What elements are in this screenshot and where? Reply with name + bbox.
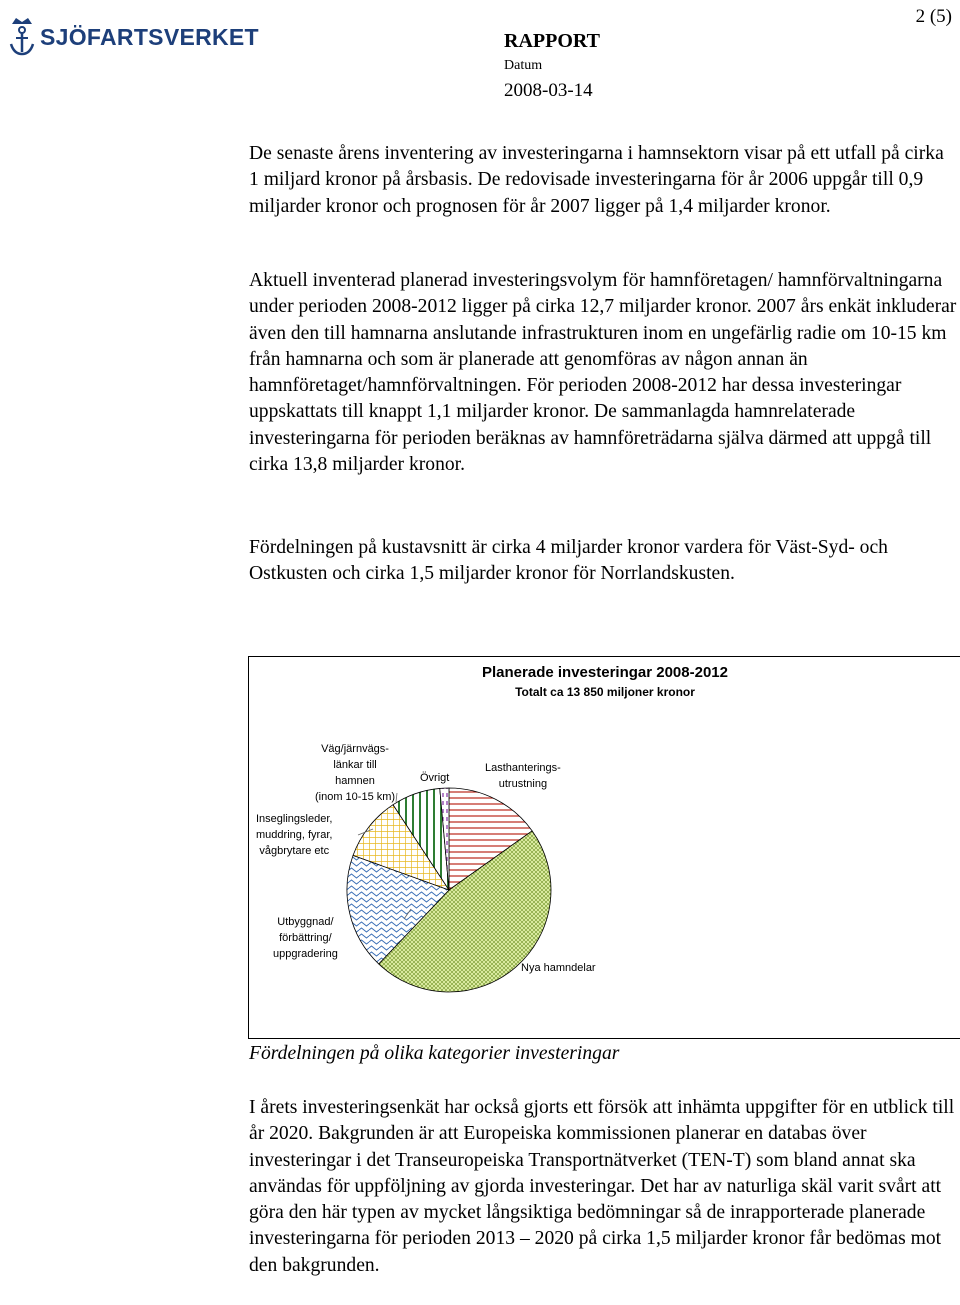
slice-label-nya-hamndelar: Nya hamndelar bbox=[521, 962, 596, 974]
chart-subtitle: Totalt ca 13 850 miljoner kronor bbox=[515, 685, 695, 699]
slice-label-utbyggnad: Utbyggnad/ förbättring/ uppgradering bbox=[273, 916, 338, 960]
slice-label-ovrigt: Övrigt bbox=[420, 772, 450, 784]
slice-label-vag-jarnvag: Väg/järnvägs- länkar till hamnen (inom 10-15 km) bbox=[315, 743, 396, 803]
pie-chart bbox=[249, 657, 960, 1038]
chart-caption: Fördelningen på olika kategorier investeringar bbox=[249, 1043, 620, 1064]
date-label: Datum bbox=[504, 58, 543, 73]
chart-title: Planerade investeringar 2008-2012 bbox=[482, 664, 728, 681]
paragraph-4: I årets investeringsenkät har också gjorts ett försök att inhämta uppgifter för en utblick till år 2020. Bakgrunden är att Europeiska kommissionen planerar en databas över investeringar i det Transeuropeiska Transportnätverket (TEN-T) som bland annat ska användas för uppföljning av gjorda investeringar. Det har av naturliga skäl varit svårt att göra den här typen av mycket långsiktiga bedömningar så de inrapporterade planerade investeringarna för perioden 2013 – 2020 på cirka 1,5 miljarder kronor får bedömas mot den bakgrunden. bbox=[249, 1097, 955, 1276]
slice-label-lasthantering: Lasthanterings- utrustning bbox=[485, 762, 561, 790]
date-value: 2008-03-14 bbox=[504, 80, 593, 101]
logo-text: SJÖFARTSVERKET bbox=[40, 24, 259, 50]
pie-chart-box bbox=[248, 656, 960, 1039]
anchor-crown-icon bbox=[6, 14, 38, 58]
report-title: RAPPORT bbox=[504, 30, 600, 52]
page-number: 2 (5) bbox=[915, 6, 952, 27]
slice-label-inseglingsleder: Inseglingsleder, muddring, fyrar, vågbrytare etc bbox=[256, 813, 333, 857]
leader-line-roads bbox=[396, 793, 397, 802]
paragraph-1: De senaste årens inventering av investeringarna i hamnsektorn visar på ett utfall på cirka 1 miljard kronor på årsbasis. De redovisade investeringarna för år 2006 uppgår till 0,9 miljarder kronor och prognosen för år 2007 ligger på 1,4 miljarder kronor. bbox=[249, 143, 944, 217]
paragraph-3: Fördelningen på kustavsnitt är cirka 4 miljarder kronor vardera för Väst-Syd- och Ostkusten och cirka 1,5 miljarder kronor för Norrlandskusten. bbox=[249, 537, 888, 585]
paragraph-2: Aktuell inventerad planerad investeringsvolym för hamnföretagen/ hamnförvaltningarna under perioden 2008-2012 ligger på cirka 12,7 miljarder kronor. 2007 års enkät inkluderar även den till hamnarna anslutande infrastrukturen inom en ungefärlig radie om 10-15 km från hamnarna och som är planerade att genomföras av någon annan än hamnföretaget/hamnförvaltningen. För perioden 2008-2012 har dessa investeringar uppskattats till knappt 1,1 miljarder kronor. De sammanlagda hamnrelaterade investeringarna för perioden beräknas av hamnföreträdarna själva därmed att uppgå till cirka 13,8 miljarder kronor. bbox=[249, 270, 957, 476]
sjofartsverket-logo bbox=[6, 14, 259, 58]
